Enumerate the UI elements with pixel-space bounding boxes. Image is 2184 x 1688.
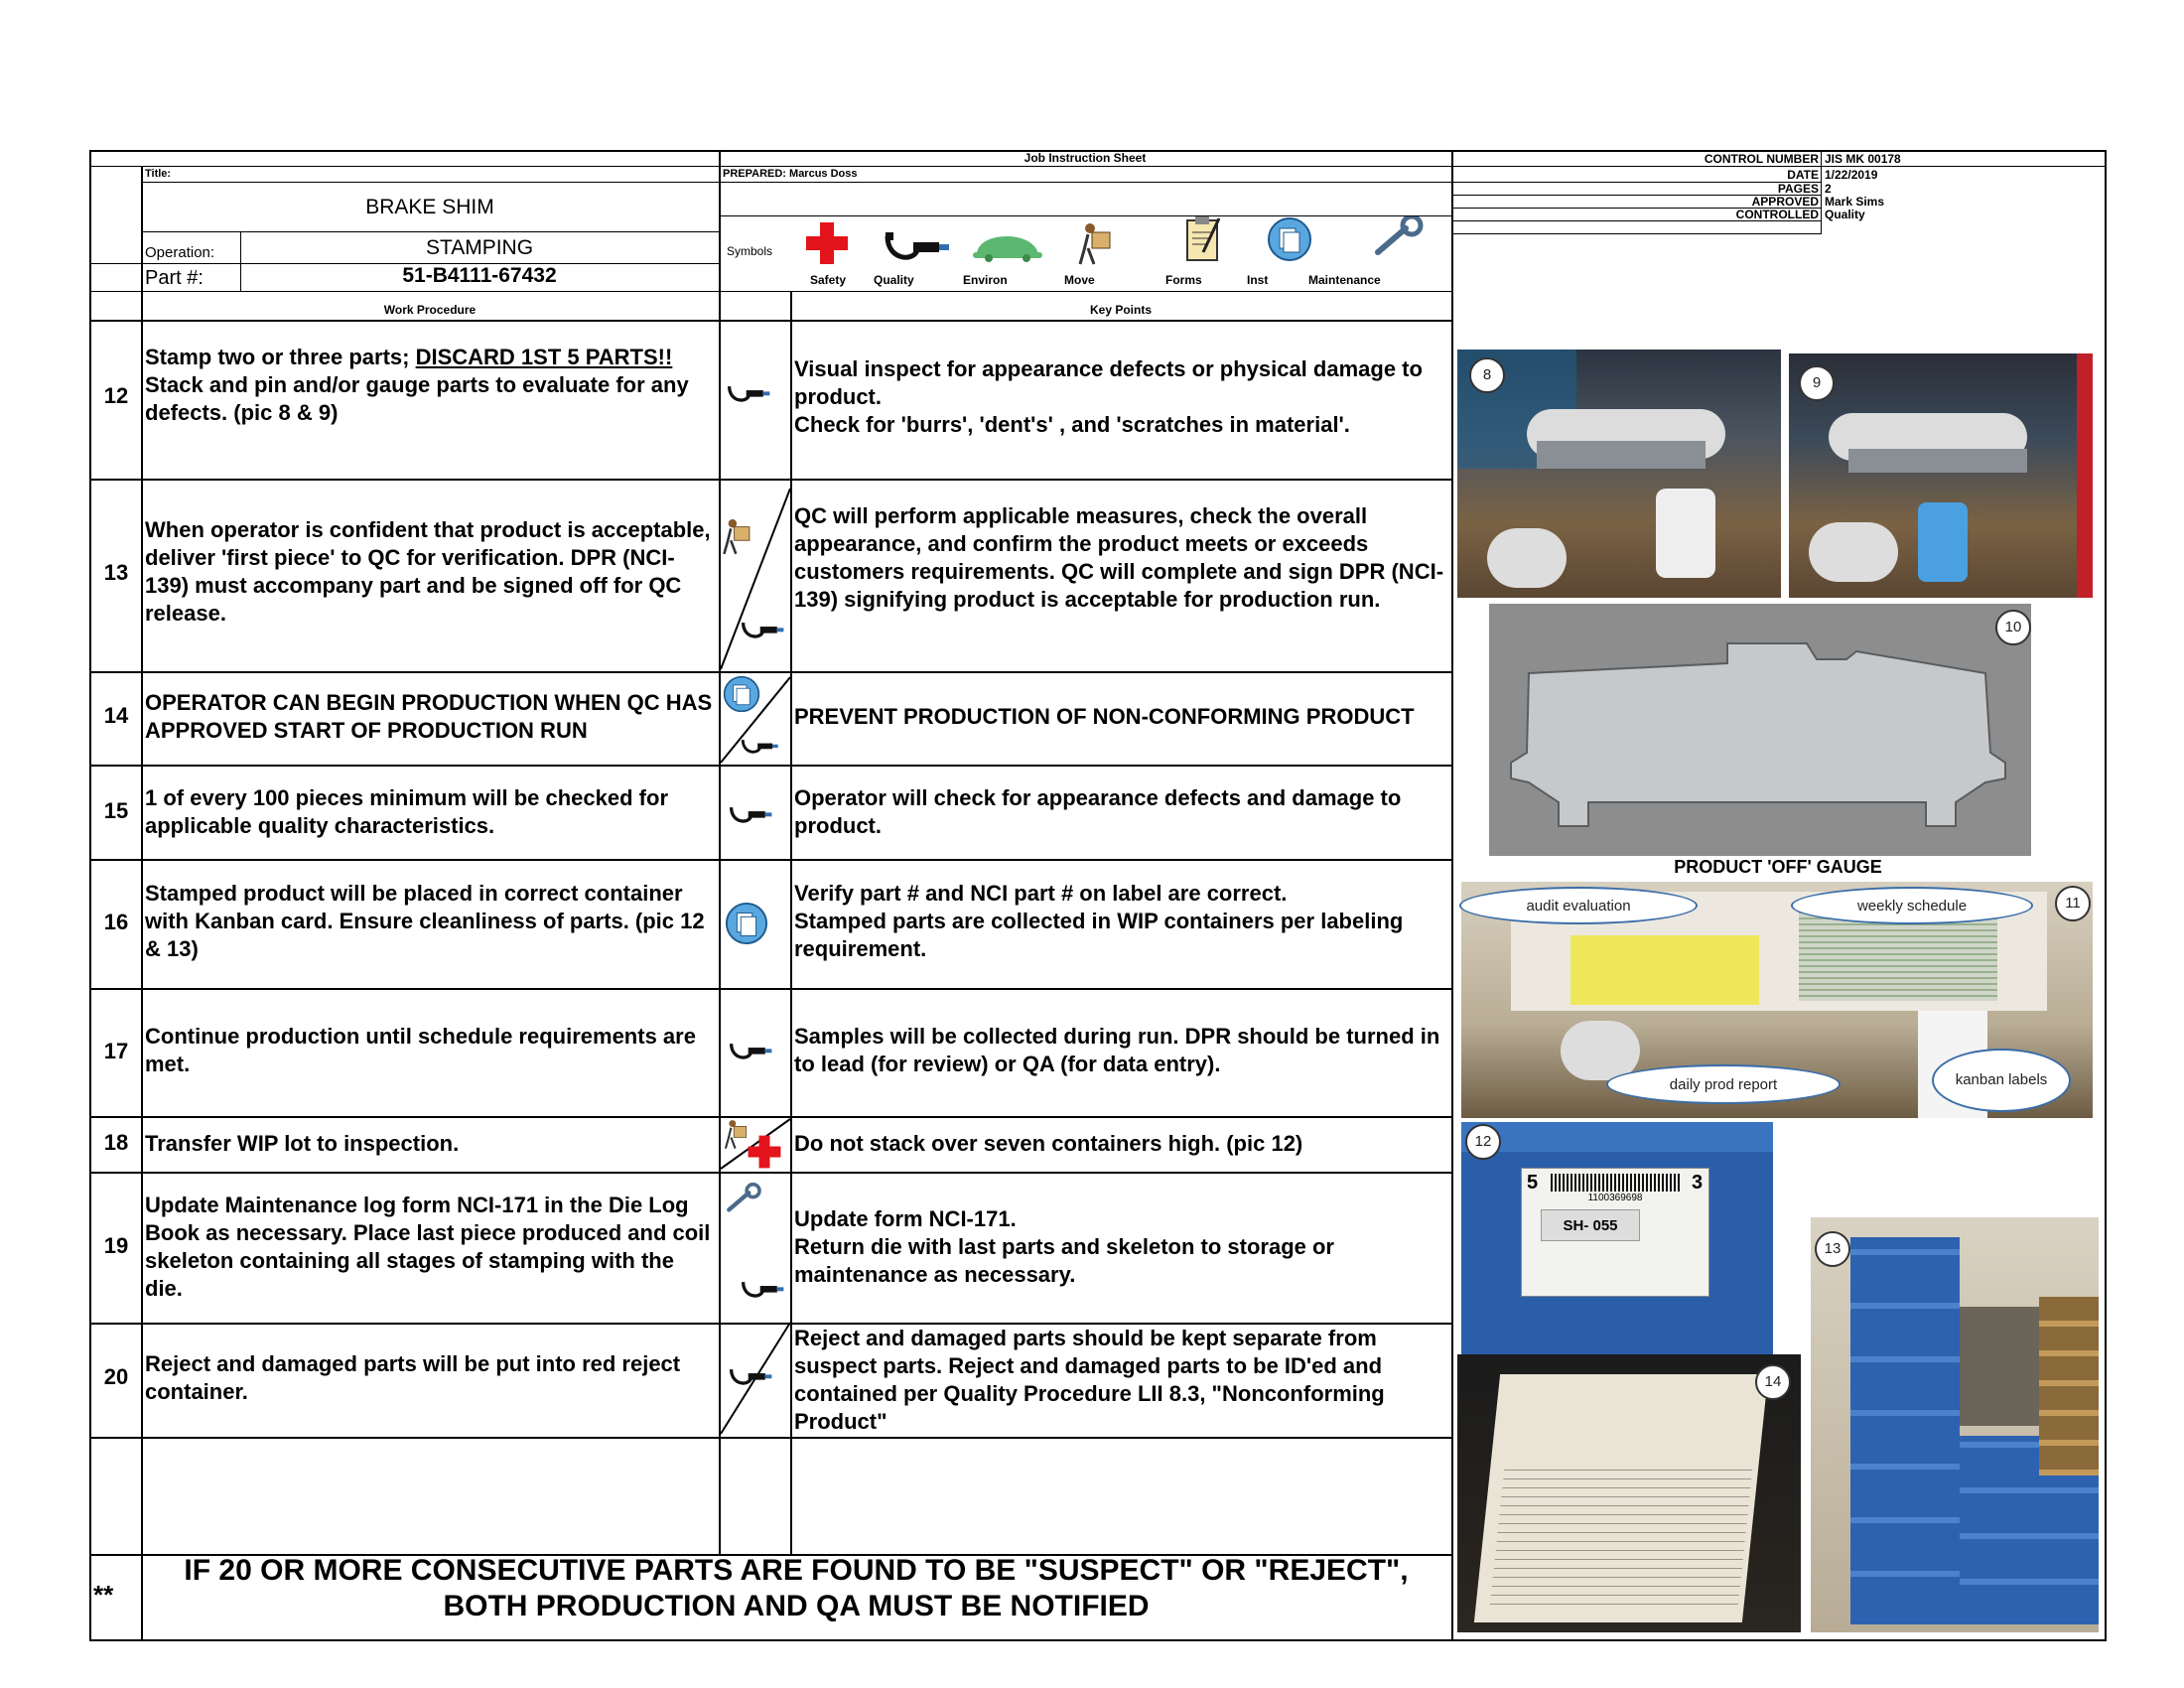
photo-container-stack-13 (1811, 1217, 2099, 1632)
step-procedure: Stamp two or three parts; DISCARD 1ST 5 PARTS!! Stack and pin and/or gauge parts to evaluate for any defects. (pic 8 & 9) (145, 345, 689, 425)
operation-value: STAMPING (425, 236, 534, 259)
photo-number-badge: 14 (1755, 1364, 1791, 1400)
wrench-maintenance-icon (725, 1182, 764, 1215)
photo-brake-shim-10 (1489, 604, 2031, 856)
clipboard-forms-icon (1183, 214, 1223, 264)
step-procedure: Continue production until schedule requirements are met. (145, 1024, 696, 1076)
symbol-label-inst: Inst (1247, 273, 1269, 287)
step-procedure: Transfer WIP lot to inspection. (145, 1131, 460, 1156)
step-key-points: Do not stack over seven containers high. (pic 12) (794, 1131, 1303, 1156)
safety-cross-icon (747, 1134, 782, 1170)
label-right-number: 3 (1692, 1172, 1704, 1194)
title-value: BRAKE SHIM (365, 196, 494, 218)
approved-value: Mark Sims (1825, 195, 1885, 209)
footer-mark: ** (93, 1580, 114, 1610)
step-number: 14 (103, 703, 129, 728)
step-key-points: Update form NCI-171. Return die with last parts and skeleton to storage or maintenance as necessary. (794, 1206, 1334, 1287)
prepared-by: PREPARED: Marcus Doss (723, 168, 858, 180)
symbols-label: Symbols (727, 244, 773, 258)
photo-number-badge: 9 (1799, 365, 1835, 401)
symbol-label-safety: Safety (810, 273, 847, 287)
step-key-points: PREVENT PRODUCTION OF NON-CONFORMING PRODUCT (794, 704, 1415, 729)
step-procedure: When operator is confident that product is acceptable, deliver 'first piece' to QC for verification. DPR (NCI-139) must accompany part and be signed off for QC release. (145, 517, 711, 626)
barcode-number: 1100369698 (1587, 1193, 1643, 1203)
symbol-label-quality: Quality (874, 273, 914, 287)
control-number-value: JIS MK 00178 (1825, 152, 1901, 166)
micrometer-quality-icon (741, 618, 786, 643)
step-procedure: Update Maintenance log form NCI-171 in the Die Log Book as necessary. Place last piece produced and coil skeleton containing all stages of stamping with the die. (145, 1193, 711, 1301)
controlled-label: CONTROLLED (1735, 208, 1819, 221)
safety-cross-icon (804, 220, 850, 266)
micrometer-quality-icon (729, 1039, 774, 1064)
photo-number-badge: 11 (2055, 886, 2091, 921)
step-number: 16 (103, 910, 129, 934)
step-number: 17 (103, 1039, 129, 1063)
callout-audit-evaluation: audit evaluation (1459, 887, 1698, 924)
pages-value: 2 (1825, 182, 1832, 196)
step-key-points: Verify part # and NCI part # on label are correct. Stamped parts are collected in WIP containers per labeling requirement. (794, 881, 1404, 961)
photo-number-badge: 10 (1995, 610, 2031, 645)
part-value: 51-B4111-67432 (402, 264, 557, 287)
step-key-points: Operator will check for appearance defects and damage to product. (794, 785, 1402, 838)
symbol-label-environ: Environ (963, 273, 1008, 287)
step-number: 19 (103, 1233, 129, 1258)
approved-label: APPROVED (1751, 195, 1819, 209)
title-label: Title: (145, 168, 172, 180)
micrometer-quality-icon (741, 1277, 786, 1303)
person-carrying-move-icon (1076, 220, 1116, 266)
photo-die-log-book-14 (1457, 1354, 1801, 1632)
step-key-points: Samples will be collected during run. DPR should be turned in to lead (for review) or QA (for data entry). (794, 1024, 1440, 1076)
micrometer-quality-icon (729, 802, 774, 828)
callout-weekly-schedule: weekly schedule (1791, 887, 2033, 924)
date-label: DATE (1787, 168, 1819, 182)
control-number-label: CONTROL NUMBER (1704, 152, 1819, 166)
document-inst-icon (1267, 216, 1312, 262)
micrometer-quality-icon (884, 230, 953, 266)
brake-shim-part (1489, 604, 2031, 856)
step-number: 18 (103, 1130, 129, 1155)
car-environ-icon (971, 230, 1044, 264)
symbol-label-maintenance: Maintenance (1308, 273, 1381, 287)
label-left-number: 5 (1527, 1172, 1539, 1194)
photo-pin-gauge-9 (1789, 353, 2093, 598)
work-procedure-header: Work Procedure (383, 303, 477, 317)
micrometer-quality-icon (727, 381, 772, 407)
symbol-label-forms: Forms (1165, 273, 1202, 287)
step-key-points: Reject and damaged parts should be kept separate from suspect parts. Reject and damaged parts to be ID'ed and contained per Quality Procedure LII 8.3, "Nonconforming Product" (794, 1326, 1385, 1434)
step-key-points: QC will perform applicable measures, check the overall appearance, and confirm the product meets or exceeds customers requirements. QC will complete and sign DPR (NCI-139) signifying product is acceptable for production run. (794, 503, 1444, 612)
callout-kanban-labels: kanban labels (1932, 1049, 2071, 1112)
step-procedure: OPERATOR CAN BEGIN PRODUCTION WHEN QC HAS APPROVED START OF PRODUCTION RUN (145, 690, 713, 743)
date-value: 1/22/2019 (1825, 168, 1878, 182)
part-label: Part #: (145, 267, 204, 289)
symbol-label-move: Move (1064, 273, 1095, 287)
photo-number-badge: 13 (1815, 1231, 1850, 1267)
photo-container-label-12 (1461, 1122, 1773, 1354)
person-carrying-move-icon (721, 516, 754, 556)
step-number: 12 (103, 383, 129, 408)
footer-warning-line1: IF 20 OR MORE CONSECUTIVE PARTS ARE FOUND TO BE "SUSPECT" OR "REJECT", (184, 1554, 1409, 1587)
footer-warning-line2: BOTH PRODUCTION AND QA MUST BE NOTIFIED (443, 1590, 1150, 1622)
pages-label: PAGES (1777, 182, 1819, 196)
photo-number-badge: 12 (1465, 1124, 1501, 1160)
step-number: 13 (103, 560, 129, 585)
document-inst-icon (725, 902, 768, 945)
gauge-caption: PRODUCT 'OFF' GAUGE (1674, 857, 1882, 877)
step-number: 20 (103, 1364, 129, 1389)
callout-daily-prod-report: daily prod report (1606, 1064, 1841, 1104)
document-inst-icon (723, 675, 760, 713)
key-points-header: Key Points (1089, 303, 1152, 317)
wrench-maintenance-icon (1372, 216, 1428, 256)
operation-label: Operation: (145, 244, 215, 261)
step-number: 15 (103, 798, 129, 823)
micrometer-quality-icon (729, 1364, 774, 1390)
step-key-points: Visual inspect for appearance defects or physical damage to product. Check for 'burrs', 'dent's' , and 'scratches in material'. (794, 356, 1423, 437)
step-procedure: 1 of every 100 pieces minimum will be checked for applicable quality characteristics. (145, 785, 669, 838)
micrometer-quality-icon (741, 735, 780, 759)
step-procedure: Stamped product will be placed in correct container with Kanban card. Ensure cleanliness of parts. (pic 12 & 13) (145, 881, 705, 961)
photo-pin-gauge-8 (1457, 350, 1781, 598)
photo-number-badge: 8 (1469, 357, 1505, 393)
sh055-tag: SH- 055 (1541, 1209, 1640, 1241)
controlled-value: Quality (1825, 208, 1865, 221)
step-procedure: Reject and damaged parts will be put into red reject container. (145, 1351, 681, 1404)
sheet-title: Job Instruction Sheet (1024, 151, 1147, 165)
